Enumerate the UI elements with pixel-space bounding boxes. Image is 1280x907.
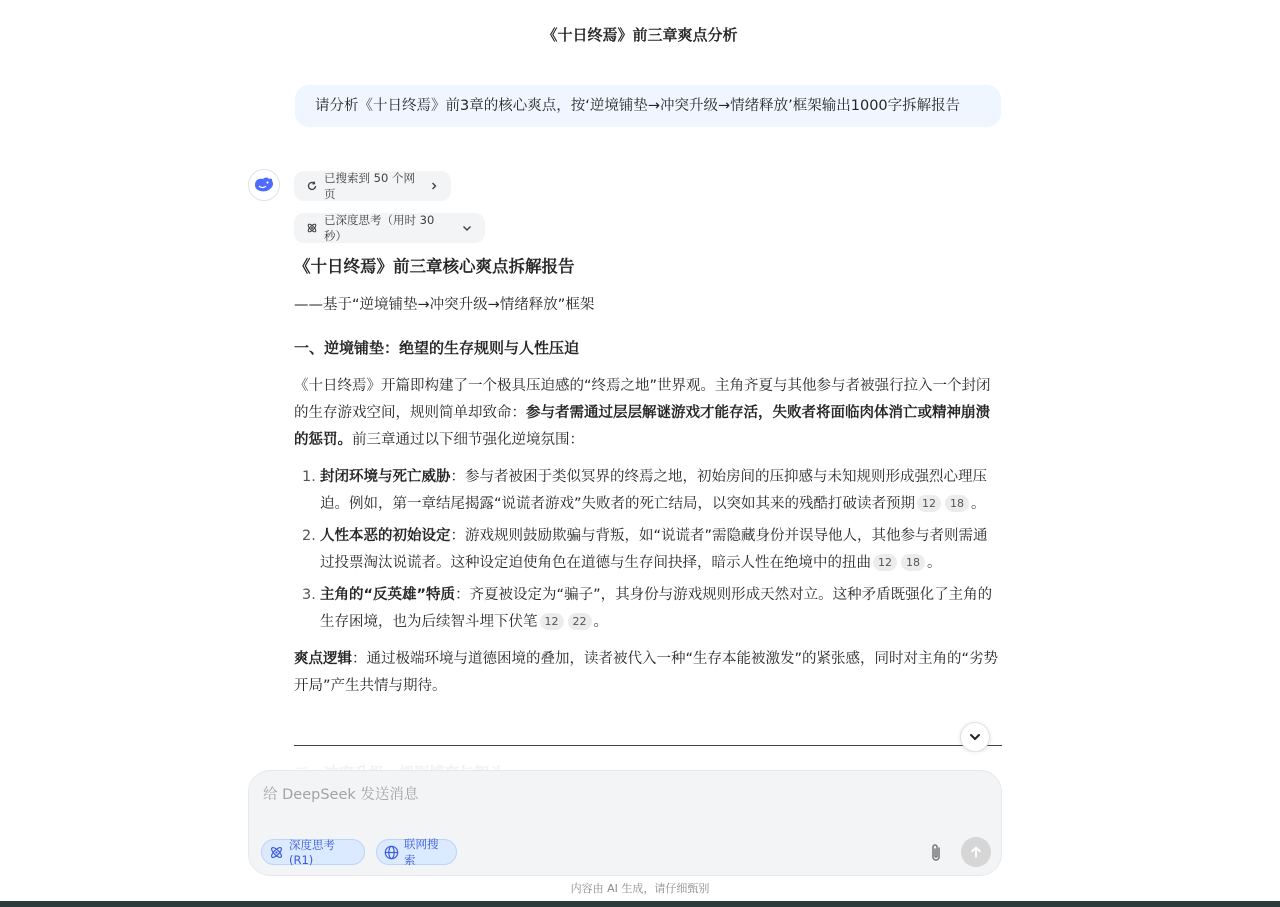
web-search-label: 联网搜索 [404, 837, 439, 867]
section-heading: 一、逆境铺垫：绝望的生存规则与人性压迫 [294, 339, 580, 357]
paperclip-icon [928, 842, 944, 864]
chevron-right-icon [429, 181, 439, 191]
list-item: 2. 人性本恶的初始设定：游戏规则鼓励欺骗与背叛，如“说谎者”需隐藏身份并误导他人，其他参与者则需通过投票淘汰说谎者。这种设定迫使角色在道德与生存间抉择，暗示人性在绝境中的扭曲 12 18 。 [302, 528, 988, 571]
deep-think-toggle[interactable] [261, 839, 365, 865]
intro-paragraph: 《十日终焉》开篇即构建了一个极具压迫感的“终焉之地”世界观。主角齐夏与其他参与者被强行拉入一个封闭的生存游戏空间，规则简单却致命：参与者需通过层层解谜游戏才能存活，失败者将面临肉体消亡或精神崩溃的惩罚。前三章通过以下细节强化逆境氛围： [294, 378, 991, 448]
deepseek-avatar [248, 169, 280, 201]
section-divider [294, 745, 1002, 746]
search-results-chip[interactable] [294, 171, 451, 201]
search-refresh-icon [306, 180, 318, 192]
citation-badge[interactable]: 18 [945, 495, 969, 512]
top-bar [0, 0, 1280, 70]
list-item: 3. 主角的“反英雄”特质：齐夏被设定为“骗子”，其身份与游戏规则形成天然对立。这种矛盾既强化了主角的生存困境，也为后续智斗埋下伏笔 12 22 。 [302, 587, 993, 630]
adversity-list [294, 464, 1002, 636]
web-search-toggle[interactable] [376, 839, 457, 865]
attach-button[interactable] [925, 839, 947, 867]
atom-icon [269, 845, 284, 860]
chevron-down-icon [461, 222, 473, 234]
assistant-answer [294, 252, 1002, 710]
report-subtitle: ——基于“逆境铺垫→冲突升级→情绪释放”框架 [294, 297, 595, 313]
logic-paragraph: 爽点逻辑：通过极端环境与道德困境的叠加，读者被代入一种“生存本能被激发”的紧张感，同时对主角的“劣势开局”产生共情与期待。 [294, 651, 999, 694]
citation-badge[interactable]: 18 [901, 554, 925, 571]
list-item-title: 人性本恶的初始设定 [320, 528, 451, 544]
logic-label: 爽点逻辑 [294, 651, 352, 667]
scroll-to-bottom-button[interactable] [960, 722, 990, 752]
list-item-title: 主角的“反英雄”特质 [320, 587, 456, 603]
user-message-bubble: 请分析《十日终焉》前3章的核心爽点，按‘逆境铺垫→冲突升级→情绪释放’框架输出1000字拆解报告 [295, 85, 1001, 127]
citation-badge[interactable]: 12 [917, 495, 941, 512]
list-item: 1. 封闭环境与死亡威胁：参与者被困于类似冥界的终焉之地，初始房间的压抑感与未知规则形成强烈心理压迫。例如，第一章结尾揭露“说谎者游戏”失败者的死亡结局，以突如其来的残酷打破读者预期 12 18 。 [302, 469, 987, 512]
search-chip-label: 已搜索到 50 个网页 [324, 171, 415, 201]
think-chip-label: 已深度思考（用时 30 秒） [324, 213, 435, 243]
atom-icon [306, 222, 318, 234]
window-bottom-bar [0, 901, 1280, 907]
citation-badge[interactable]: 22 [568, 613, 592, 630]
chevron-down-icon [968, 730, 982, 744]
list-item-title: 封闭环境与死亡威胁 [320, 469, 451, 485]
deep-think-chip[interactable] [294, 213, 485, 243]
deep-think-label: 深度思考 (R1) [289, 838, 335, 867]
send-button[interactable] [961, 837, 991, 867]
citation-badge[interactable]: 12 [540, 613, 564, 630]
globe-icon [384, 845, 399, 860]
chat-title[interactable]: 《十日终焉》前三章爽点分析 [542, 26, 738, 44]
deepseek-whale-icon [253, 176, 275, 194]
arrow-up-icon [969, 845, 983, 859]
message-input[interactable]: 给 DeepSeek 发送消息 [263, 787, 419, 803]
report-title: 《十日终焉》前三章核心爽点拆解报告 [294, 257, 575, 276]
message-composer[interactable] [248, 770, 1002, 876]
citation-badge[interactable]: 12 [873, 554, 897, 571]
intro-bold-text: 参与者需通过层层解谜游戏才能存活，失败者将面临肉体消亡或精神崩溃的惩罚。 [294, 405, 990, 448]
ai-disclaimer: 内容由 AI 生成，请仔细甄别 [570, 882, 710, 895]
